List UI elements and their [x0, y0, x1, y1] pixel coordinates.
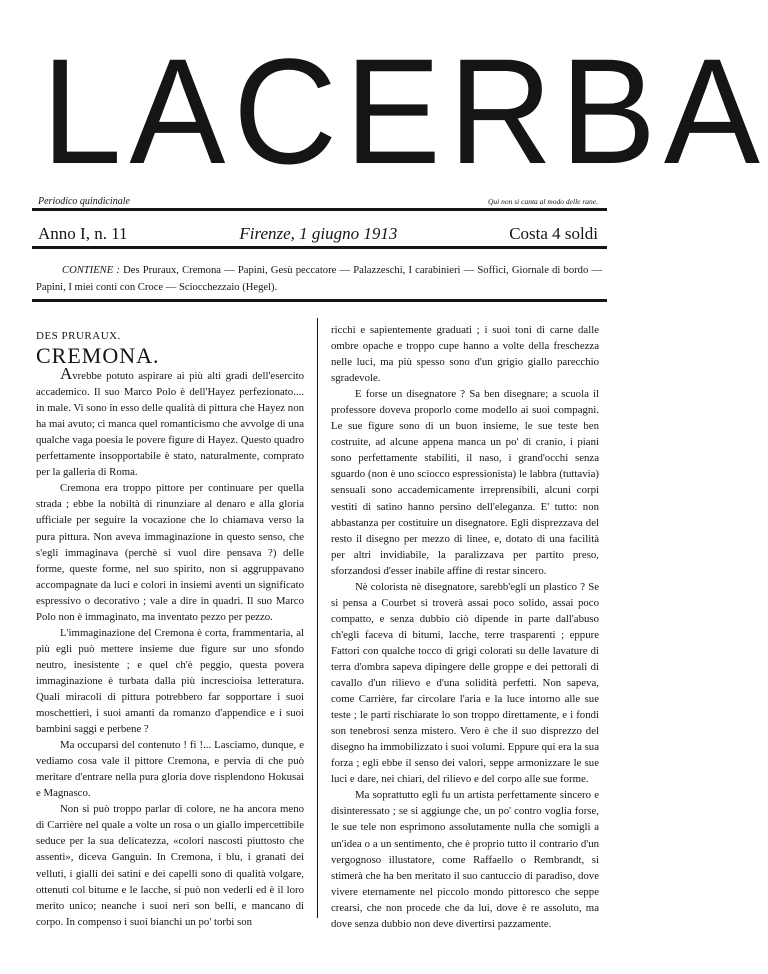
motto: Qui non si canta al modo delle rane.	[488, 197, 598, 206]
paragraph: Ma soprattutto egli fu un artista perfettamente sincero e disinteressato ; se si aggiunge che, un po' contro voglia forse, le sue tele non esprimono assolutamente nulla che somigli a un'idea o a un sentimento, che è proprio tutto il contrario d'un vergognoso illustatore, come Raffaello o Rembrandt, si stimerà che ha ben meritato il suo cantuccio di paradiso, dove vivere eternamente nel piccolo mondo pittoresco che seppe crearsi, che non procede che da lui, dove è re assoluto, ma dove senza dubbio non deve divertirsi pazzamente.	[331, 789, 599, 930]
place-date: Firenze, 1 giugno 1913	[239, 224, 398, 243]
paragraph-text: vrebbe potuto aspirare ai più alti gradi dell'esercito accademico. Il suo Marco Polo è dell'Hayez perfezionato.... in male. Vi sono in esso delle qualità di pittura che Hayez non ha mai avuto; ci manca quel romanticismo che avvolge di una qualche vaga poesia le povere figure di Hayez. Questo quadro perfettamente insopportabile è stato, naturalmente, comprato per la galleria di Roma.	[36, 370, 305, 479]
divider-middle	[32, 246, 607, 249]
price: Costa 4 soldi	[509, 224, 598, 243]
paragraph: Cremona era troppo pittore per continuare per quella strada ; ebbe la nobiltà di rinunziare al denaro e alla gloria ufficiale per seguire la vocazione che lo chiamava verso la pura pittura. Non aveva immaginazione in questo senso, che s'egli immaginava (perchè si vuol dire pensava ?) delle forme, queste forme, nel suo spirito, non si aggruppavano accompagnate da luci e colori in insiemi aventi un significato espressivo o decorativo ; vale a dire in quadri. Il suo Marco Polo non è immaginato, ma inventato pezzo per pezzo.	[36, 482, 304, 623]
paragraph: L'immaginazione del Cremona è corta, frammentaria, al più egli può mettere insieme due figure sur uno sfondo neutro, inesistente ; e quel ch'è peggio, questa povera immaginazione è turbata dalla più increscioisa letteratura. Quali miracoli di pittura potrebbero far sopportare i suoi moschettieri, i suoi amanti da romanzo d'appendice e i suoi bambini saggi e perbene ?	[36, 626, 304, 736]
divider-top	[32, 208, 607, 211]
divider-bottom	[32, 299, 607, 302]
contents-text: Des Pruraux, Cremona — Papini, Gesù peccatore — Palazzeschi, I carabinieri — Soffici, Giornale di bordo — Papini, I miei conti con Croce — Sciocchezzaio (Hegel).	[36, 265, 603, 293]
issue-number: Anno I, n. 11	[38, 224, 128, 243]
article-column-left	[36, 328, 304, 930]
paragraph: Ma occuparsi del contenuto ! fi !... Lasciamo, dunque, e vediamo cosa vale il pittore Cremona, e pervia di che può meritare d'entrare nella pura gloria dove risplendono Hokusai e Magnasco.	[36, 739, 304, 800]
paragraph: E forse un disegnatore ? Sa ben disegnare; a scuola il professore doveva proporlo come modello ai suoi compagni. Le sue figure sono di un buon insieme, le sue teste ben costruite, ad alcune appena manca un po' di cranio, i piani sono perfettamente stabiliti, il naso, i grand'occhi senza sguardo (non è uno sciocco espressionista) le labbra (tuttavia) sensuali sono accademicamente irreprensibili, alcuni corpi vestiti di satino hanno persino dell'eleganza. E' tutto: non abbastanza per costituire un disegnatore. Egli disprezzava del resto il disegno per mezzo di linee, e, dotato di una facilità per altri invidiabile, la paralizzava per partito preso, sforzandosi d'esser inabile affine di restar sincero.	[331, 388, 599, 577]
subhead	[38, 196, 598, 207]
contents-label: CONTIENE :	[62, 265, 120, 276]
article-column-right	[331, 322, 599, 932]
dateline	[38, 224, 598, 244]
masthead-title: LACERBA	[41, 27, 768, 195]
periodicity-note: Periodico quindicinale	[38, 196, 130, 207]
paragraph: Nè colorista nè disegnatore, sarebb'egli un plastico ? Se si pensa a Courbet si troverà assai poco solido, assai poco compatto, e senza dubbio ciò dipende in parte dall'abuso ch'egli faceva di bitumi, lacche, terre trasparenti ; eppure Fattori con qualche tocco di grigi colorati su delle lavature di terra d'ombra sapeva dipingere delle groppe e dei pettorali di cavallo d'un rilievo e d'una solidità perfetti. Non sapeva, come Carrière, far circolare l'aria e la luce intorno alle sue teste ; le parti rischiarate lo son troppo direttamente, e i fondi son tenebrosi senza mistero. Vero è che il suo disprezzo del disegno ha immobilizzato i suoi volumi. Eppure qui era la sua forza ; egli ebbe il senso dei valori, seppe armonizzare le sue luci e dare, nei chiari, del rilievo e del corpo alle sue forme.	[331, 580, 599, 786]
article-title: CREMONA.	[36, 343, 160, 369]
paragraph: Non si può troppo parlar di colore, ne ha ancora meno di Carrière nel quale a volte un rosa o un giallo impercettibile seduce per la sua delicatezza, «colori nascosti piuttosto che assenti», diceva Ganguin. In Cremona, i blu, i granati dei velluti, i gialli dei satini e dei capelli sono di qualità volgare, ottenuti col bitume e le lacche, si può non vederli ed è il loro merito unico; neanche i suoi neri son belli, e mancano di corpo. In compenso i suoi bianchi un po' torbi son	[36, 803, 304, 928]
column-divider	[317, 318, 318, 918]
contents-block	[36, 262, 602, 296]
drop-cap: A	[60, 364, 73, 384]
paragraph	[36, 364, 305, 480]
article-section: DES PRURAUX.	[36, 330, 121, 342]
paragraph: ricchi e sapientemente graduati ; i suoi toni di carne dalle ombre opache e troppo cupe hanno a volte della freschezza nelle luci, ma più spesso sono d'un grigio giallo parecchio sgradevole.	[331, 324, 599, 385]
